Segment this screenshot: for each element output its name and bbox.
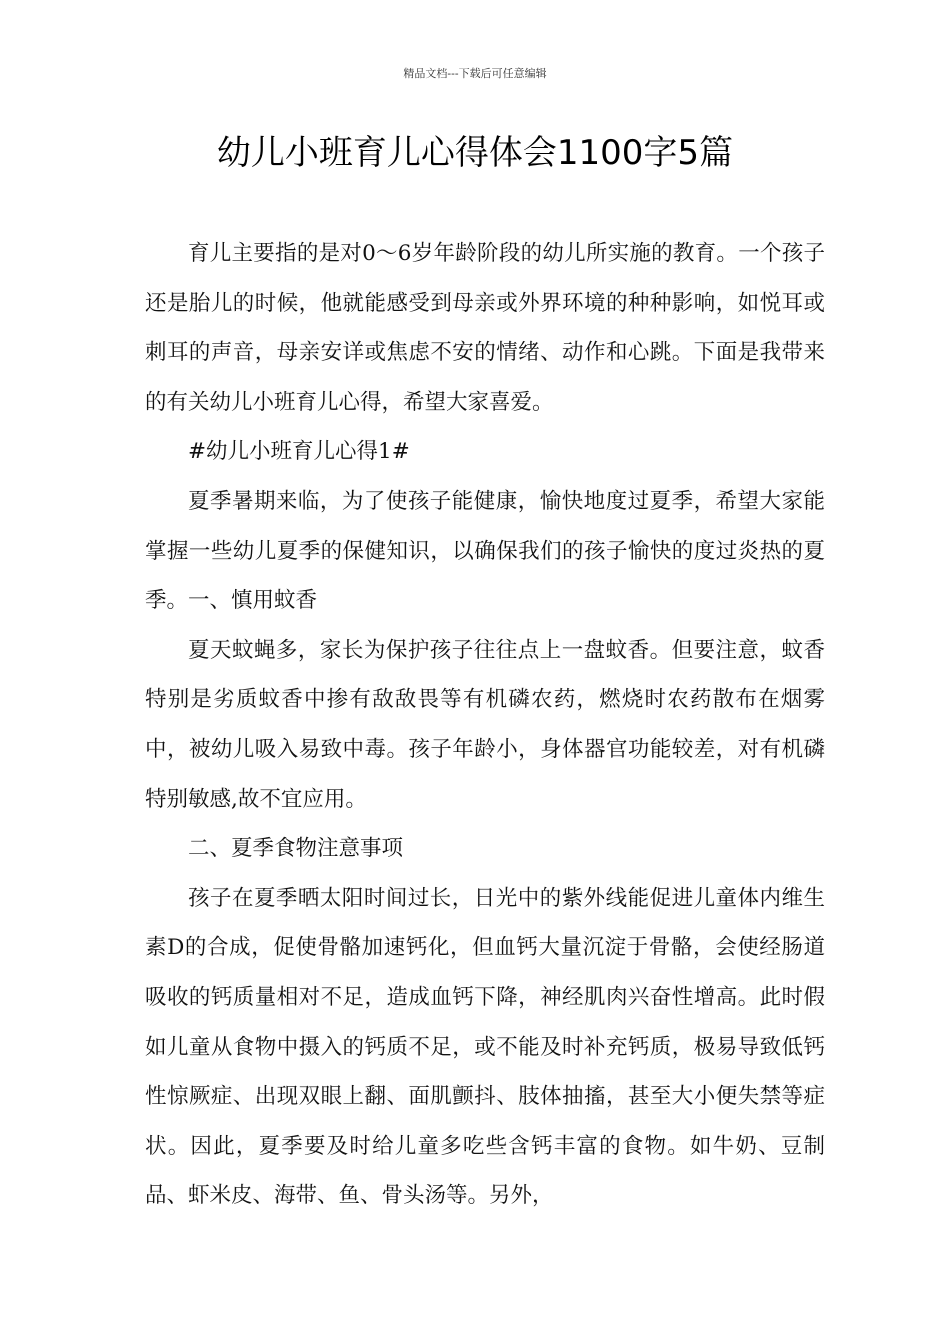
calcium-paragraph: 孩子在夏季晒太阳时间过长，日光中的紫外线能促进儿童体内维生素D的合成，促使骨骼加速钙化，但血钙大量沉淀于骨骼，会使经肠道吸收的钙质量相对不足，造成血钙下降，神经肌肉兴奋性增高。此时假如儿童从食物中摄入的钙质不足，或不能及时补充钙质，极易导致低钙性惊厥症、出现双眼上翻、面肌颤抖、肢体抽搐，甚至大小便失禁等症状。因此，夏季要及时给儿童多吃些含钙丰富的食物。如牛奶、豆制品、虾米皮、海带、鱼、骨头汤等。另外，: [145, 885, 825, 1209]
document-body: [145, 229, 825, 1221]
section-heading-1: #幼儿小班育儿心得1#: [188, 439, 410, 465]
document-title: 幼儿小班育儿心得体会1100字5篇: [216, 133, 734, 173]
summer-intro-paragraph: 夏季暑期来临，为了使孩子能健康，愉快地度过夏季，希望大家能掌握一些幼儿夏季的保健知识，以确保我们的孩子愉快的度过炎热的夏季。一、慎用蚊香: [145, 488, 825, 614]
header-note: 精品文档---下载后可任意编辑: [403, 67, 547, 80]
intro-paragraph: 育儿主要指的是对0～6岁年龄阶段的幼儿所实施的教育。一个孩子还是胎儿的时候，他就能感受到母亲或外界环境的种种影响，如悦耳或刺耳的声音，母亲安详或焦虑不安的情绪、动作和心跳。下面是我带来的有关幼儿小班育儿心得，希望大家喜爱。: [145, 241, 825, 415]
mosquito-coil-paragraph: 夏天蚊蝇多，家长为保护孩子往往点上一盘蚊香。但要注意，蚊香特别是劣质蚊香中掺有敌敌畏等有机磷农药，燃烧时农药散布在烟雾中，被幼儿吸入易致中毒。孩子年龄小，身体器官功能较差，对有机磷特别敏感,故不宜应用。: [145, 637, 825, 812]
subheading-food: 二、夏季食物注意事项: [188, 836, 404, 862]
